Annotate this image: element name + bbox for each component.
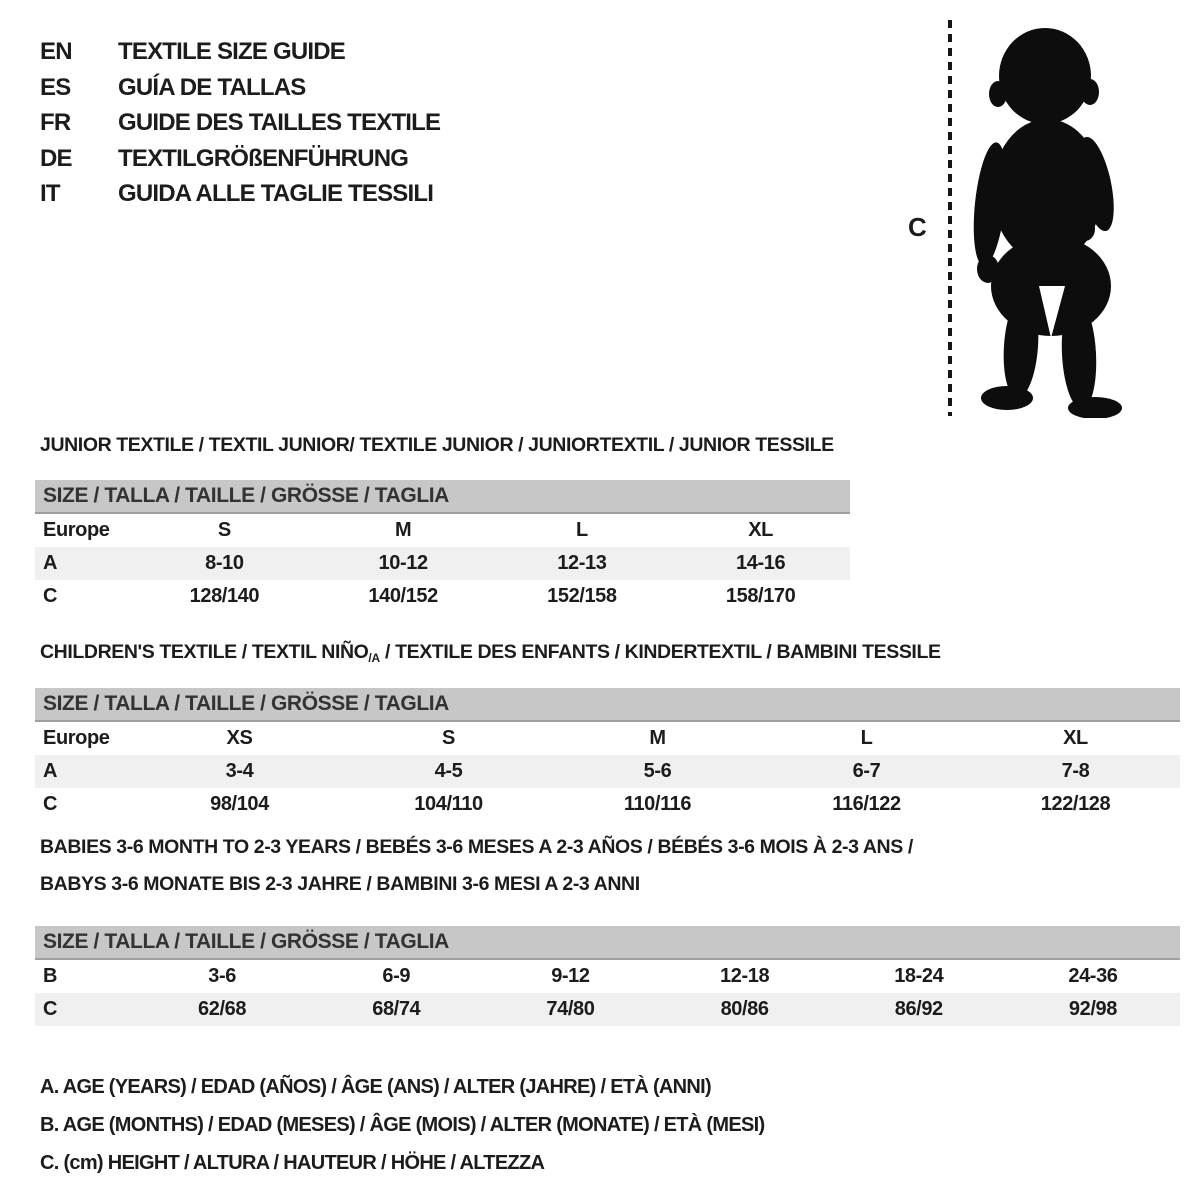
cell: S [442,727,455,749]
row-label: Europe [43,519,110,541]
cell: 24-36 [1068,965,1118,987]
table-row [35,514,850,547]
lang-code: ES [40,73,71,101]
cell: 68/74 [372,998,421,1020]
cell: 86/92 [894,998,943,1020]
lang-code: DE [40,144,72,172]
cell: XL [1063,727,1088,749]
cell: 10-12 [378,552,428,574]
cell: 9-12 [551,965,590,987]
children-section-title [40,641,941,665]
legend-line-c: C. (cm) HEIGHT / ALTURA / HAUTEUR / HÖHE / ALTEZZA [40,1152,545,1174]
row-label: C [43,998,58,1020]
junior-section-title: JUNIOR TEXTILE / TEXTIL JUNIOR/ TEXTILE JUNIOR / JUNIORTEXTIL / JUNIOR TESSILE [40,434,834,456]
lang-code: IT [40,180,60,207]
cell: 92/98 [1068,998,1117,1020]
children-title-prefix: CHILDREN'S TEXTILE / TEXTIL NIÑO [40,641,369,663]
table-row [35,993,1180,1026]
lang-row-fr [40,105,440,141]
cell: L [860,727,873,749]
cell: XL [748,519,773,541]
lang-code: FR [40,109,71,136]
size-header-bar: SIZE / TALLA / TAILLE / GRÖSSE / TAGLIA [35,926,1180,960]
cell: 104/110 [414,793,483,815]
table-row [35,722,1180,755]
table-row [35,547,850,580]
lang-row-de [40,141,440,177]
lang-row-en [40,34,440,70]
row-label: Europe [43,727,110,749]
table-row [35,580,850,613]
height-measure-line [948,20,952,416]
babies-section-title-line1: BABIES 3-6 MONTH TO 2-3 YEARS / BEBÉS 3-6 MESES A 2-3 AÑOS / BÉBÉS 3-6 MOIS À 2-3 ANS / [40,836,913,858]
cell: L [575,519,588,541]
cell: XS [226,727,253,749]
children-title-suffix: / TEXTILE DES ENFANTS / KINDERTEXTIL / BAMBINI TESSILE [380,641,941,663]
cell: 7-8 [1061,760,1090,782]
junior-size-table [35,480,850,613]
lang-row-it [40,176,440,212]
table-row [35,960,1180,993]
babies-size-table [35,926,1180,1026]
row-label: C [43,585,58,607]
cell: 140/152 [368,585,438,607]
table-row [35,755,1180,788]
size-header-bar: SIZE / TALLA / TAILLE / GRÖSSE / TAGLIA [35,688,1180,722]
cell: 110/116 [623,793,692,815]
cell: 12-13 [557,552,607,574]
lang-label: GUÍA DE TALLAS [118,73,306,101]
toddler-silhouette-icon [963,26,1141,418]
row-label: A [43,552,58,574]
lang-label: TEXTILE SIZE GUIDE [118,38,345,65]
children-size-table [35,688,1180,821]
lang-label: GUIDE DES TAILLES TEXTILE [118,109,441,136]
table-row [35,788,1180,821]
cell: 6-7 [852,760,881,782]
legend-line-a: A. AGE (YEARS) / EDAD (AÑOS) / ÂGE (ANS) / ALTER (JAHRE) / ETÀ (ANNI) [40,1076,711,1098]
cell: 98/104 [210,793,269,815]
lang-label: GUIDA ALLE TAGLIE TESSILI [118,180,434,207]
language-title-list [40,34,440,212]
legend-line-b: B. AGE (MONTHS) / EDAD (MESES) / ÂGE (MOIS) / ALTER (MONATE) / ETÀ (MESI) [40,1114,765,1136]
cell: M [394,519,412,541]
measurement-legend [40,1068,764,1182]
cell: 3-6 [208,965,236,987]
cell: 80/86 [720,998,769,1020]
cell: 8-10 [205,552,244,574]
cell: 74/80 [546,998,595,1020]
babies-section-title-line2: BABYS 3-6 MONATE BIS 2-3 JAHRE / BAMBINI 3-6 MESI A 2-3 ANNI [40,873,640,895]
height-measure-label: C [908,212,927,242]
cell: M [649,727,666,749]
cell: 14-16 [736,552,786,574]
row-label: A [43,760,58,782]
cell: 128/140 [189,585,260,607]
lang-row-es [40,70,440,106]
cell: 152/158 [547,585,617,607]
row-label: C [43,793,58,815]
children-title-subscript: /A [368,651,381,665]
cell: 18-24 [894,965,944,987]
size-header-bar: SIZE / TALLA / TAILLE / GRÖSSE / TAGLIA [35,480,850,514]
cell: 122/128 [1040,793,1111,815]
lang-code: EN [40,38,72,65]
cell: 12-18 [720,965,770,987]
cell: 62/68 [198,998,247,1020]
cell: 6-9 [382,965,411,987]
cell: 116/122 [832,793,901,815]
cell: 5-6 [643,760,672,782]
cell: 3-4 [225,760,254,782]
lang-label: TEXTILGRÖßENFÜHRUNG [118,144,409,172]
cell: S [217,519,231,541]
cell: 4-5 [434,760,463,782]
cell: 158/170 [725,585,796,607]
row-label: B [43,965,58,987]
